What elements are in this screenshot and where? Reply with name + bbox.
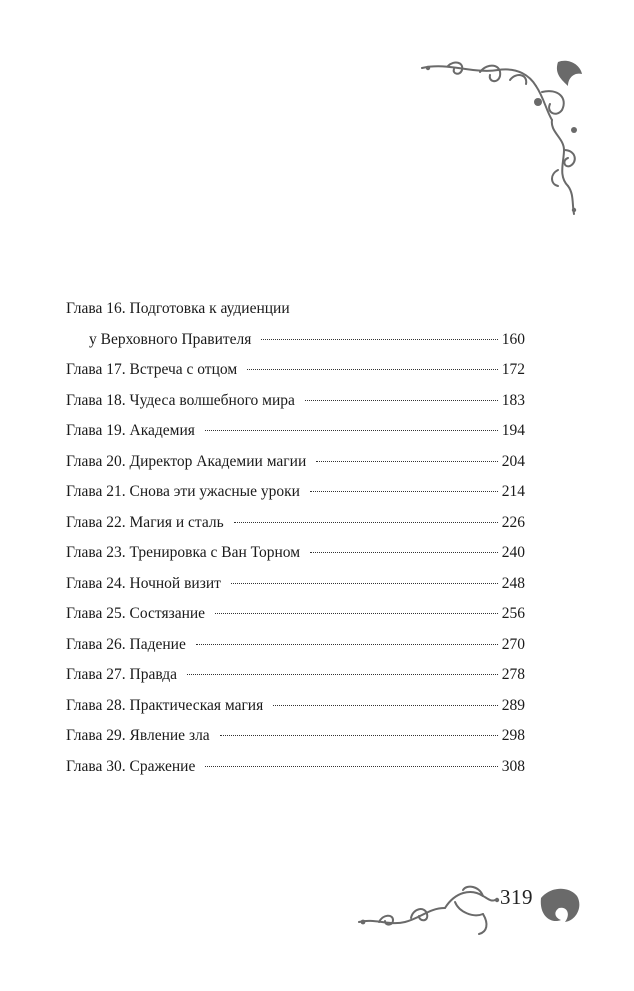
dot-leader — [205, 430, 498, 431]
toc-page-number: 183 — [501, 391, 525, 409]
toc-entry-title: Глава 28. Практическая магия — [66, 696, 264, 714]
toc-entry-title: Глава 25. Состязание — [66, 605, 206, 622]
toc-entry — [66, 477, 525, 508]
dot-leader — [234, 522, 498, 523]
toc-page-number: 298 — [501, 727, 525, 744]
toc-page-number: 270 — [501, 635, 525, 653]
table-of-contents — [66, 294, 525, 782]
toc-entry-title: Глава 20. Директор Академии магии — [66, 452, 307, 470]
toc-entry-title: Глава 16. Подготовка к аудиенции — [66, 300, 290, 317]
toc-entry — [66, 416, 525, 447]
toc-entry — [66, 386, 525, 417]
toc-entry-title: Глава 17. Встреча с отцом — [66, 361, 238, 378]
toc-entry-title: у Верховного Правителя — [89, 330, 252, 348]
toc-entry — [66, 630, 525, 661]
toc-page-number: 248 — [501, 574, 525, 592]
bottom-flourish-ornament — [355, 878, 587, 938]
corner-flourish-ornament — [418, 58, 588, 218]
toc-entry — [66, 599, 525, 630]
toc-page-number: 172 — [501, 361, 525, 378]
dot-leader — [205, 766, 498, 767]
toc-entry-title: Глава 24. Ночной визит — [66, 574, 221, 592]
toc-entry — [66, 691, 525, 722]
toc-entry-title: Глава 23. Тренировка с Ван Торном — [66, 544, 300, 561]
toc-page-number: 289 — [501, 696, 525, 714]
dot-leader — [305, 400, 498, 401]
dot-leader — [215, 613, 498, 614]
toc-entry — [66, 569, 525, 600]
toc-entry — [66, 508, 525, 539]
toc-entry-title: Глава 26. Падение — [66, 635, 186, 653]
dot-leader — [273, 705, 498, 706]
dot-leader — [196, 644, 498, 645]
dot-leader — [231, 583, 498, 584]
dot-leader — [187, 674, 498, 675]
toc-entry-title: Глава 21. Снова эти ужасные уроки — [66, 483, 300, 500]
toc-entry — [66, 721, 525, 752]
toc-entry-title: Глава 30. Сражение — [66, 757, 196, 775]
toc-page-number: 278 — [501, 666, 525, 683]
toc-page-number: 256 — [501, 605, 525, 622]
dot-leader — [310, 491, 498, 492]
toc-entry-title: Глава 29. Явление зла — [66, 727, 210, 744]
toc-entry — [66, 538, 525, 569]
toc-entry — [66, 752, 525, 783]
toc-entry-title: Глава 19. Академия — [66, 422, 195, 439]
toc-entry-title: Глава 22. Магия и сталь — [66, 513, 224, 531]
toc-entry — [66, 660, 525, 691]
toc-entry-title: Глава 27. Правда — [66, 666, 178, 683]
toc-page-number: 240 — [501, 544, 525, 561]
page-number: 319 — [500, 885, 533, 909]
toc-entry — [66, 355, 525, 386]
toc-entry — [66, 447, 525, 478]
toc-page-number: 214 — [501, 483, 525, 500]
dot-leader — [316, 461, 498, 462]
toc-entry — [66, 325, 525, 356]
toc-page-number: 308 — [501, 757, 525, 775]
dot-leader — [220, 735, 498, 736]
dot-leader — [310, 552, 498, 553]
toc-page-number: 226 — [501, 513, 525, 531]
toc-entry-title: Глава 18. Чудеса волшебного мира — [66, 391, 295, 409]
toc-heading-line — [66, 294, 525, 325]
toc-page-number: 194 — [501, 422, 525, 439]
dot-leader — [261, 339, 498, 340]
dot-leader — [247, 369, 498, 370]
toc-page-number: 160 — [501, 330, 525, 348]
toc-page-number: 204 — [501, 452, 525, 470]
